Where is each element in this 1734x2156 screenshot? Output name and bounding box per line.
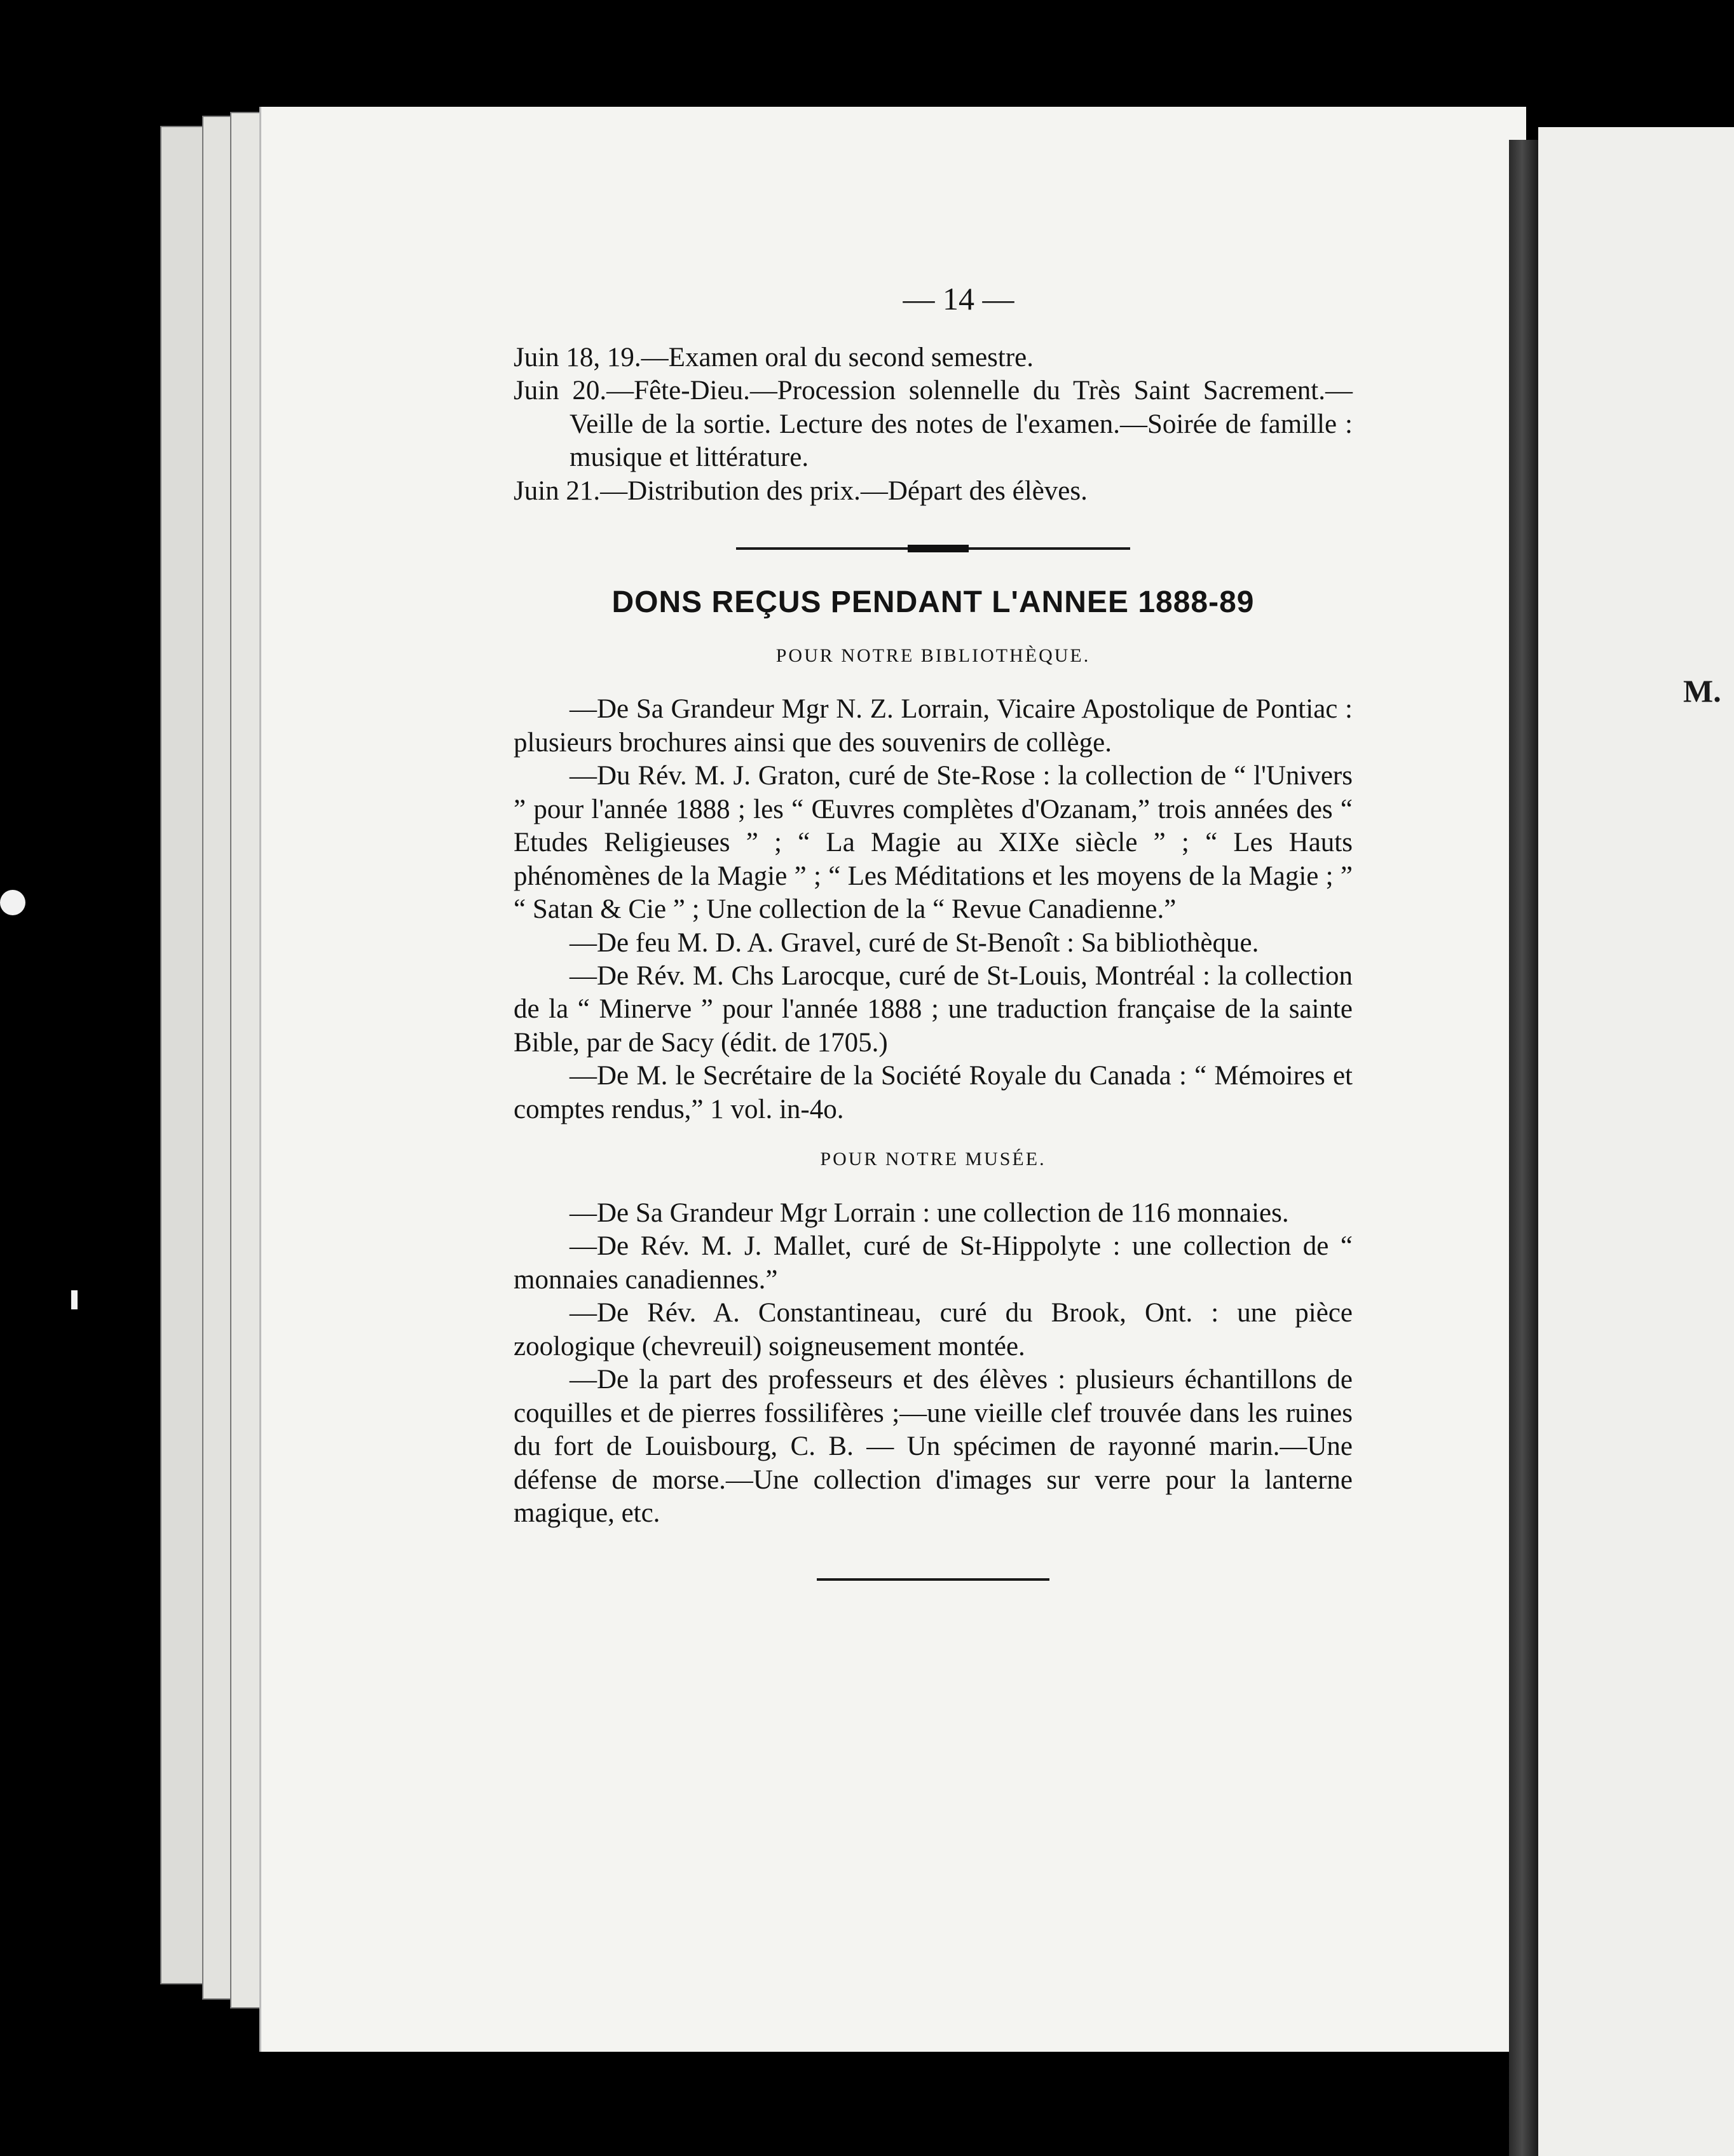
ornamental-divider — [736, 547, 1130, 550]
museum-entries — [514, 1197, 1353, 1531]
donation-entry: —De Rév. M. J. Mallet, curé de St-Hippolyte : une collection de “ monnaies canadiennes.” — [514, 1231, 1353, 1295]
film-speck — [0, 890, 25, 915]
donation-entry: —De la part des professeurs et des élèves : plusieurs échantillons de coquilles et de pierres fossilifères ;—une vieille clef trouvée dans les ruines du fort de Louisbourg, C. B. — Un spécimen de rayonné marin.—Une défense de morse.—Une collection d'images sur verre pour la lanterne magique, etc. — [514, 1365, 1353, 1528]
film-speck — [71, 1290, 78, 1309]
facing-page-letter: M. — [1683, 673, 1721, 709]
library-entries — [514, 693, 1353, 1126]
donation-entry: —De M. le Secrétaire de la Société Royale du Canada : “ Mémoires et comptes rendus,” 1 vol. in-4o. — [514, 1061, 1353, 1124]
book-gutter — [1509, 140, 1538, 2156]
donation-entry: —De Sa Grandeur Mgr N. Z. Lorrain, Vicaire Apostolique de Pontiac : plusieurs brochures ainsi que des souvenirs de collège. — [514, 694, 1353, 758]
donation-entry: —De Rév. A. Constantineau, curé du Brook, Ont. : une pièce zoologique (chevreuil) soigneusement montée. — [514, 1298, 1353, 1361]
schedule-entry: Juin 18, 19.—Examen oral du second semestre. — [514, 343, 1034, 372]
facing-page — [1538, 127, 1734, 2156]
schedule-list — [514, 341, 1353, 508]
donation-entry: —De feu M. D. A. Gravel, curé de St-Benoît : Sa bibliothèque. — [570, 927, 1259, 958]
schedule-entry: Juin 21.—Distribution des prix.—Départ des élèves. — [514, 475, 1088, 506]
library-heading: POUR NOTRE BIBLIOTHÈQUE. — [775, 645, 1091, 666]
museum-heading: POUR NOTRE MUSÉE. — [820, 1149, 1046, 1170]
end-rule — [817, 1578, 1049, 1581]
donation-entry: —De Sa Grandeur Mgr Lorrain : une collection de 116 monnaies. — [570, 1197, 1289, 1228]
page-content — [514, 280, 1353, 1581]
page-number: — 14 — — [903, 281, 1014, 317]
schedule-entry: Juin 20.—Fête-Dieu.—Procession solennelle du Très Saint Sacrement.—Veille de la sortie. Lecture des notes de l'examen.—Soirée de famille : musique et littérature. — [514, 376, 1353, 473]
donation-entry: —De Rév. M. Chs Larocque, curé de St-Louis, Montréal : la collection de la “ Minerve ” pour l'année 1888 ; une traduction française de la sainte Bible, par de Sacy (édit. de 1705.) — [514, 961, 1353, 1058]
section-title: DONS REÇUS PENDANT L'ANNEE 1888-89 — [611, 585, 1255, 620]
donation-entry: —Du Rév. M. J. Graton, curé de Ste-Rose : la collection de “ l'Univers ” pour l'année 1888 ; les “ Œuvres complètes d'Ozanam,” trois années des “ Etudes Religieuses ” ; “ La Magie au XIXe siècle ” ; “ Les Hauts phénomènes de la Magie ” ; “ Les Méditations et les moyens de la Magie ; ” “ Satan & Cie ” ; Une collection de la “ Revue Canadienne.” — [514, 761, 1353, 925]
